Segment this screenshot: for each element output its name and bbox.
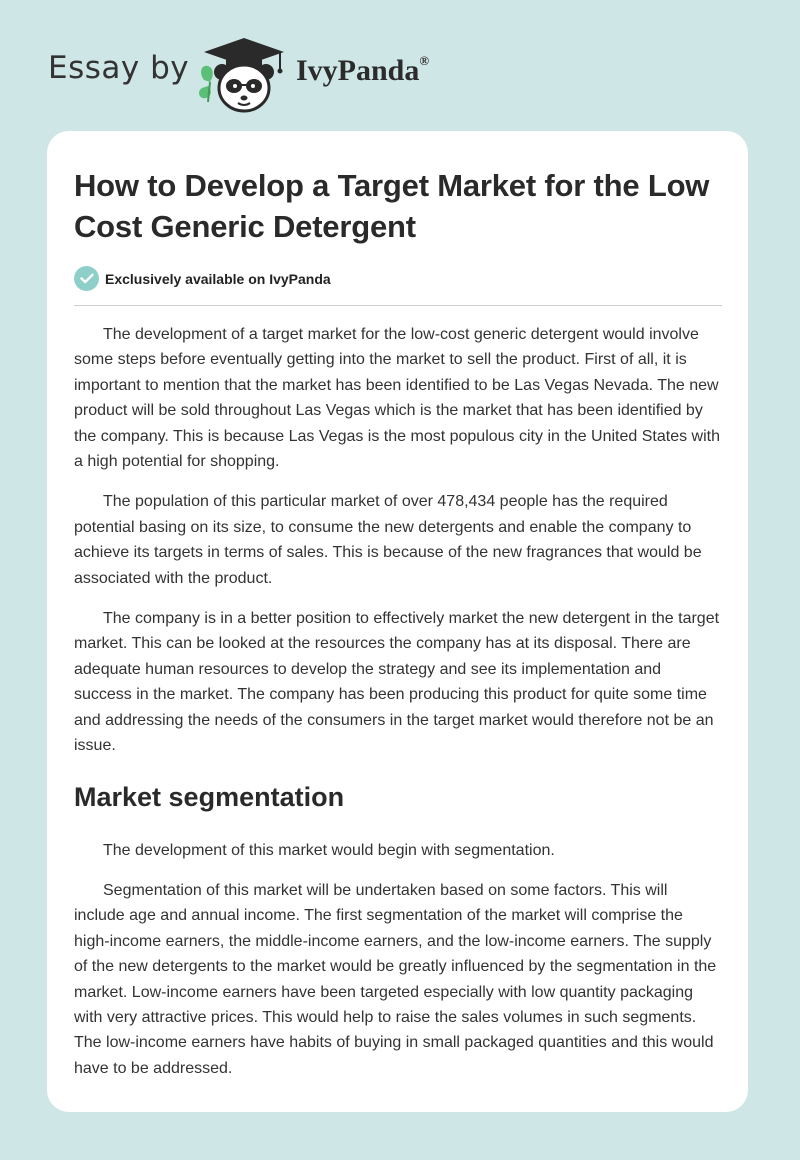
badge-label: Exclusively available on IvyPanda <box>105 270 331 287</box>
panda-graduate-icon[interactable] <box>196 36 292 114</box>
paragraph: The population of this particular market of over 478,434 people has the required potential basing on its size, to consume the new detergents and enable the company to achieve its targets in terms of sales. This is because of the new fragrances that would be associated with the product. <box>74 493 702 587</box>
section-heading: Market segmentation <box>74 781 345 812</box>
check-circle-icon <box>74 266 99 291</box>
paragraph: The development of this market would begin with segmentation. <box>103 841 555 859</box>
registered-mark: ® <box>419 53 430 68</box>
article-card <box>47 131 748 1112</box>
article-title: How to Develop a Target Market for the Low Cost Generic Detergent <box>74 168 710 244</box>
essay-by-label: Essay by <box>48 50 190 86</box>
brand-text: IvyPanda <box>296 54 420 87</box>
paragraph: The company is in a better position to effectively market the new detergent in the target market. This can be looked at the resources the company has at its disposal. There are adequate human resources to develop the strategy and see its implementation and success in the market. The company has been producing this product for quite some time and addressing the needs of the consumers in the target market would therefore not be an issue. <box>74 610 720 755</box>
paragraph: Segmentation of this market will be undertaken based on some factors. This will include age and annual income. The first segmentation of the market will comprise the high-income earners, the middle-income earners, and the low-income earners. The supply of the new detergents to the market would be greatly influenced by the segmentation in the market. Low-income earners have been targeted especially with low quantity packaging with very attractive prices. This would help to raise the sales volumes in such segments. The low-income earners have habits of buying in small packaged quantities and this would have to be addressed. <box>74 881 717 1077</box>
paragraph: The development of a target market for the low-cost generic detergent would involve some steps before eventually getting into the market to sell the product. First of all, it is important to mention that the market has been identified to be Las Vegas Nevada. The new product will be sold throughout Las Vegas which is the market that has been identified by the company. This is because Las Vegas is the most populous city in the United States with a high potential for shopping. <box>74 326 720 471</box>
divider <box>74 305 722 306</box>
article-body <box>74 322 722 1081</box>
exclusive-badge <box>74 266 722 291</box>
brand-name[interactable] <box>296 54 429 88</box>
site-header <box>0 0 800 130</box>
